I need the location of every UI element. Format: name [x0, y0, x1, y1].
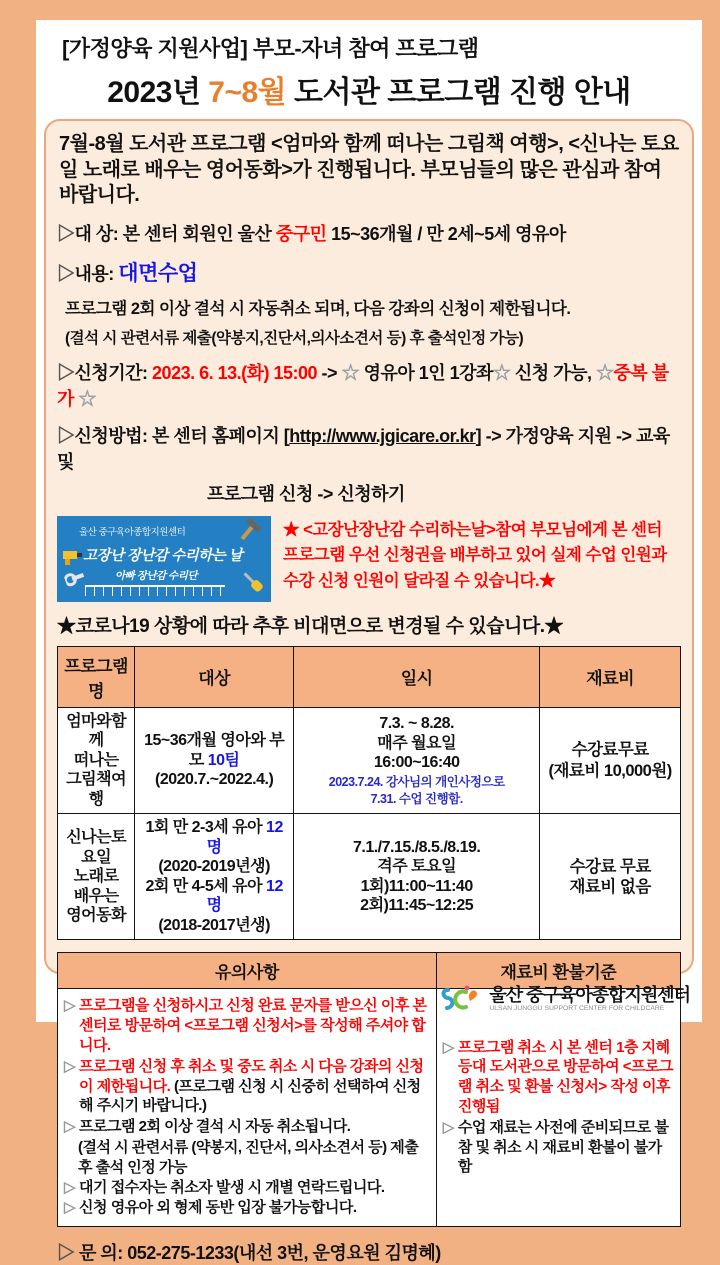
target-line: ▷대 상: 본 센터 회원인 울산 중구민 15~36개월 / 만 2세~5세 영유아	[57, 223, 566, 244]
table-row	[58, 814, 681, 940]
program-name-cell: 엄마와함께 떠나는 그림책여행	[58, 707, 135, 814]
triangle-bullet-icon: ▷	[442, 1118, 454, 1136]
wrench-icon	[63, 567, 87, 589]
screwdriver-icon	[235, 566, 269, 600]
triangle-bullet-icon: ▷	[57, 1243, 75, 1264]
footer-org-korean: 울산 중구육아종합지원센터	[489, 984, 690, 1005]
program-target-cell: 15~36개월 영아와 부모 10팀 (2020.7.~2022.4.)	[135, 707, 294, 814]
triangle-bullet-icon: ▷	[57, 263, 75, 284]
footer-logo-block	[440, 984, 690, 1014]
col-header-fee: 재료비	[540, 646, 681, 707]
banner-org-name: 울산 중구육아종합지원센터	[79, 526, 186, 538]
triangle-bullet-icon: ▷	[57, 223, 75, 244]
triangle-bullet-icon: ▷	[64, 1057, 76, 1075]
star-outline-icon: ☆	[73, 388, 96, 409]
title-month-highlight: 7~8월	[208, 76, 287, 109]
triangle-bullet-icon: ▷	[64, 997, 76, 1015]
col-header-refund: 재료비 환불기준	[436, 953, 680, 989]
banner-title: 고장난 장난감 수리하는 날	[83, 547, 243, 564]
ruler-graphic	[85, 585, 225, 596]
period-line: ▷신청기간: 2023. 6. 13.(화) 15:00 -> ☆ 영유아 1인 1강좌☆ 신청 가능, ☆중복 불가 ☆	[57, 362, 669, 409]
star-outline-icon: ☆	[595, 362, 614, 383]
program-fee-cell: 수강료 무료 재료비 없음	[540, 814, 681, 940]
col-header-schedule: 일시	[294, 646, 540, 707]
kicker-line: [가정양육 지원사업] 부모-자녀 참여 프로그램	[62, 36, 479, 61]
homepage-link[interactable]: http://www.jgicare.or.kr	[289, 425, 476, 446]
program-table	[57, 646, 681, 941]
table-row	[58, 707, 681, 814]
footer-org-english: ULSAN JUNGGU SUPPORT CENTER FOR CHILDCARE	[489, 1004, 665, 1012]
center-logo-icon	[440, 984, 482, 1014]
poster-card	[36, 20, 702, 1264]
cautions-cell: ▷ 프로그램을 신청하시고 신청 완료 문자를 받으신 이후 본 센터로 방문하여 <프로그램 신청서>를 작성해 주셔야 합니다. ▷ 프로그램 신청 후 취소 및 중도 취소 시 다음 강좌의 신청이 제한됩니다. (프로그램 신청 시 신중히 선택하여 신청해 주시기 바랍니다.) ▷ 프로그램 2회 이상 결석 시 자동 취소됩니다. (결석 시 관련서류 (약봉지, 진단서, 의사소견서 등) 제출 후 출석 인정 가능 ▷ 대기 접수자는 취소자 발생 시 개별 연락드립니다. ▷ 신청 영유아 외 형제 동반 입장 불가능합니다.	[58, 989, 437, 1227]
program-target-cell: 1회 만 2-3세 유아 12명 (2020-2019년생) 2회 만 4-5세 유아 12명 (2018-2017년생)	[135, 814, 294, 940]
drill-icon	[61, 546, 83, 566]
col-header-target: 대상	[135, 646, 294, 707]
priority-notice: ★ <고장난장난감 수리하는날>참여 부모님에게 본 센터 프로그램 우선 신청권을 배부하고 있어 실제 수업 인원과 수강 신청 인원이 달라질 수 있습니다.★	[283, 520, 667, 590]
triangle-bullet-icon: ▷	[64, 1199, 76, 1217]
col-header-cautions: 유의사항	[58, 953, 437, 989]
corona-notice: ★코로나19 상황에 따라 추후 비대면으로 변경될 수 있습니다.★	[57, 615, 564, 637]
page-title: 2023년 7~8월 도서관 프로그램 진행 안내	[107, 76, 631, 109]
program-schedule-cell: 7.1./7.15./8.5./8.19. 격주 토요일 1회)11:00~11:40 2회)11:45~12:25	[294, 814, 540, 940]
method-line: ▷신청방법: 본 센터 홈페이지 [http://www.jgicare.or.kr] -> 가정양육 지원 -> 교육 및	[57, 425, 670, 472]
schedule-change-note: 2023.7.24. 강사님의 개인사정으로	[328, 774, 505, 789]
triangle-bullet-icon: ▷	[64, 1178, 76, 1196]
star-outline-icon: ☆	[341, 362, 360, 383]
program-schedule-cell: 7.3. ~ 8.28. 매주 월요일 16:00~16:40 2023.7.24. 강사님의 개인사정으로 7.31. 수업 진행함.	[294, 707, 540, 814]
program-table-header-row	[58, 646, 681, 707]
triangle-bullet-icon: ▷	[64, 1118, 76, 1136]
method-line-2: 프로그램 신청 -> 신청하기	[207, 483, 405, 504]
content-line: ▷내용: 대면수업	[57, 261, 198, 285]
contact-line: ▷ 문 의: 052-275-1233(내선 3번, 운영요원 김명혜)	[57, 1243, 441, 1264]
triangle-bullet-icon: ▷	[442, 1038, 454, 1056]
program-name-cell: 신나는토요일 노래로 배우는 영어동화	[58, 814, 135, 940]
banner-subtitle: 아빠 장난감 수리단	[115, 569, 197, 582]
star-outline-icon: ☆	[492, 362, 511, 383]
intro-paragraph: 7월-8월 도서관 프로그램 <엄마와 함께 떠나는 그림책 여행>, <신나는 토요일 노래로 배우는 영어동화>가 진행됩니다. 부모님들의 많은 관심과 참여 바랍니다.	[59, 133, 679, 207]
triangle-bullet-icon: ▷	[57, 362, 75, 383]
program-fee-cell: 수강료무료 (재료비 10,000원)	[540, 707, 681, 814]
triangle-bullet-icon: ▷	[57, 425, 75, 446]
absence-docs-note: (결석 시 관련서류 제출(약봉지,진단서,의사소견서 등) 후 출석인정 가능)	[65, 329, 524, 347]
col-header-program: 프로그램명	[58, 646, 135, 707]
toy-repair-banner	[57, 516, 271, 602]
refund-cell: ▷ 프로그램 취소 시 본 센터 1층 지혜 등대 도서관으로 방문하여 <프로그램 취소 및 환불 신청서> 작성 이후 진행됨 ▷ 수업 재료는 사전에 준비되므로 불참 및 취소 시 재료비 환불이 불가함	[436, 989, 680, 1227]
absence-note: 프로그램 2회 이상 결석 시 자동취소 되며, 다음 강좌의 신청이 제한됩니다.	[65, 299, 571, 318]
